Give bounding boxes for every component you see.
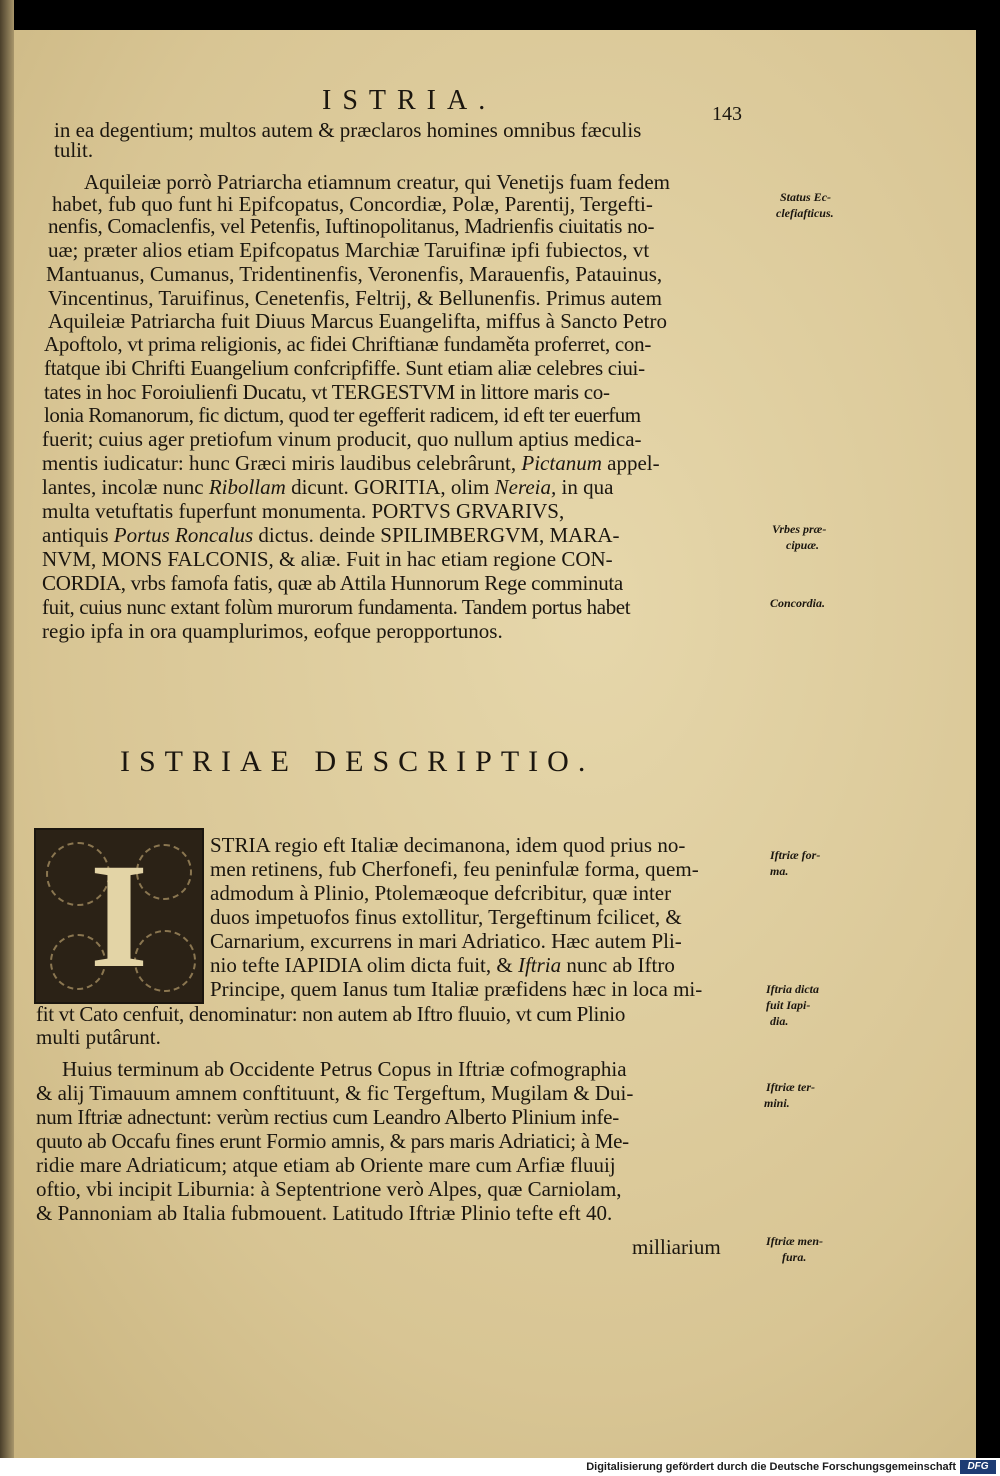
text-line: Mantuanus, Cumanus, Tridentinenfis, Veronenfis, Marauenfis, Patauinus, (46, 262, 663, 286)
text-line: nenfis, Comaclenfis, vel Petenfis, Iuftinopolitanus, Madrienfis ciuitatis no- (48, 214, 655, 238)
text-line: in ea degentium; multos autem & præclaros homines omnibus fæculis (54, 118, 642, 142)
text-line: ridie mare Adriaticum; atque etiam ab Oriente mare cum Arfiæ fluuij (36, 1153, 616, 1177)
text-line: & Pannoniam ab Italia fubmouent. Latitudo Iftriæ Plinio tefte eft 40. (36, 1201, 613, 1225)
margin-note: Concordia. (770, 596, 826, 610)
text-line: regio ipfa in ora quamplurimos, eofque peropportunos. (42, 619, 503, 643)
text-line: tulit. (54, 138, 94, 162)
text-line: & alij Timauum amnem conftituunt, & fic Tergeftum, Mugilam & Dui- (36, 1081, 634, 1105)
text-line: duos impetuofos finus extollitur, Tergeftinum fcilicet, & (210, 905, 682, 929)
text-line: fit vt Cato cenfuit, denominatur: non autem ab Iftro fluuio, vt cum Plinio (36, 1002, 626, 1026)
margin-note: Iftriæ for- (770, 848, 821, 862)
digitization-credit: Digitalisierung gefördert durch die Deutsche Forschungsgemeinschaft (586, 1461, 956, 1473)
text-line: quuto ab Occafu fines erunt Formio amnis, & pars maris Adriatici; à Me- (36, 1129, 629, 1153)
text-line: tates in hoc Foroiulienfi Ducatu, vt TERGESTVM in littore maris co- (44, 380, 610, 404)
margin-note: fuit Iapi- (766, 998, 811, 1012)
margin-note: Iftriæ men- (766, 1234, 823, 1248)
text-line: uæ; præter alios etiam Epifcopatus Marchiæ Taruifinæ ipfi fubiectos, vt (48, 238, 650, 262)
text-line: Apoftolo, vt prima religionis, ac fidei Chriftianæ fundaměta proferret, con- (44, 332, 652, 356)
text-line: num Iftriæ adnectunt: verùm rectius cum Leandro Alberto Plinium infe- (36, 1105, 619, 1129)
page-gutter-shadow (0, 0, 14, 1476)
page-number: 143 (712, 103, 742, 125)
text-line: CORDIA, vrbs famofa fatis, quæ ab Attila Hunnorum Rege comminuta (42, 571, 623, 595)
text-line: antiquis Portus Roncalus dictus. deinde SPILIMBERGVM, MARA- (42, 523, 620, 547)
margin-note: mini. (764, 1096, 790, 1110)
text-line: admodum à Plinio, Ptolemæoque defcribitur, quæ inter (210, 881, 672, 905)
text-line: Huius terminum ab Occidente Petrus Copus in Iftriæ cofmographia (62, 1057, 627, 1081)
text-line: mentis iudicatur: hunc Græci miris laudibus celebrârunt, Pictanum appel- (42, 451, 660, 475)
text-line: Aquileiæ porrò Patriarcha etiamnum creatur, qui Venetijs fuam fedem (84, 170, 671, 194)
margin-note: Iftria dicta (766, 982, 819, 996)
running-title: ISTRIA. (322, 85, 497, 116)
text-line: Aquileiæ Patriarcha fuit Diuus Marcus Euangelifta, miffus à Sancto Petro (48, 309, 667, 333)
margin-note: cipuæ. (786, 538, 819, 552)
margin-note: dia. (770, 1014, 789, 1028)
margin-note: fura. (782, 1250, 807, 1264)
text-line: STRIA regio eft Italiæ decimanona, idem quod prius no- (210, 833, 686, 857)
margin-note: Iftriæ ter- (766, 1080, 815, 1094)
catchword: milliarium (632, 1235, 721, 1259)
text-line: nio tefte IAPIDIA olim dicta fuit, & Iftria nunc ab Iftro (210, 953, 675, 977)
text-line: ftatque ibi Chrifti Euangelium confcripfiffe. Sunt etiam aliæ celebres ciui- (44, 356, 645, 380)
dfg-logo: DFG (960, 1460, 996, 1474)
text-line: fuit, cuius nunc extant folùm murorum fundamenta. Tandem portus habet (42, 595, 631, 619)
drop-cap-letter: I (89, 833, 149, 999)
text-line: fuerit; cuius ager pretiofum vinum producit, quo nullum aptius medica- (42, 427, 642, 451)
text-line: Vincentinus, Taruifinus, Cenetenfis, Feltrij, & Bellunenfis. Primus autem (48, 286, 662, 310)
text-line: multa vetuftatis fuperfunt monumenta. PORTVS GRVARIVS, (42, 499, 565, 523)
text-line: lonia Romanorum, fic dictum, quod ter egefferit radicem, id eft ter euerfum (44, 403, 641, 427)
text-line: NVM, MONS FALCONIS, & aliæ. Fuit in hac etiam regione CON- (42, 547, 613, 571)
text-line: habet, fub quo funt hi Epifcopatus, Concordiæ, Polæ, Parentij, Tergefti- (52, 192, 653, 216)
margin-note: Vrbes præ- (772, 522, 827, 536)
text-line: Principe, quem Ianus tum Italiæ præfidens hæc in loca mi- (210, 977, 703, 1001)
margin-note: clefiafticus. (776, 206, 834, 220)
margin-note: ma. (770, 864, 789, 878)
text-line: Carnarium, excurrens in mari Adriatico. Hæc autem Pli- (210, 929, 682, 953)
margin-note: Status Ec- (780, 190, 832, 204)
text-line: lantes, incolæ nunc Ribollam dicunt. GORITIA, olim Nereia, in qua (42, 475, 614, 499)
section-heading: ISTRIAE DESCRIPTIO. (120, 745, 595, 778)
text-line: men retinens, fub Cherfonefi, feu peninfulæ forma, quem- (210, 857, 699, 881)
ornamental-initial-letter (34, 828, 204, 1004)
text-line: multi putârunt. (36, 1025, 161, 1049)
text-line: oftio, vbi incipit Liburnia: à Septentrione verò Alpes, quæ Carniolam, (36, 1177, 622, 1201)
